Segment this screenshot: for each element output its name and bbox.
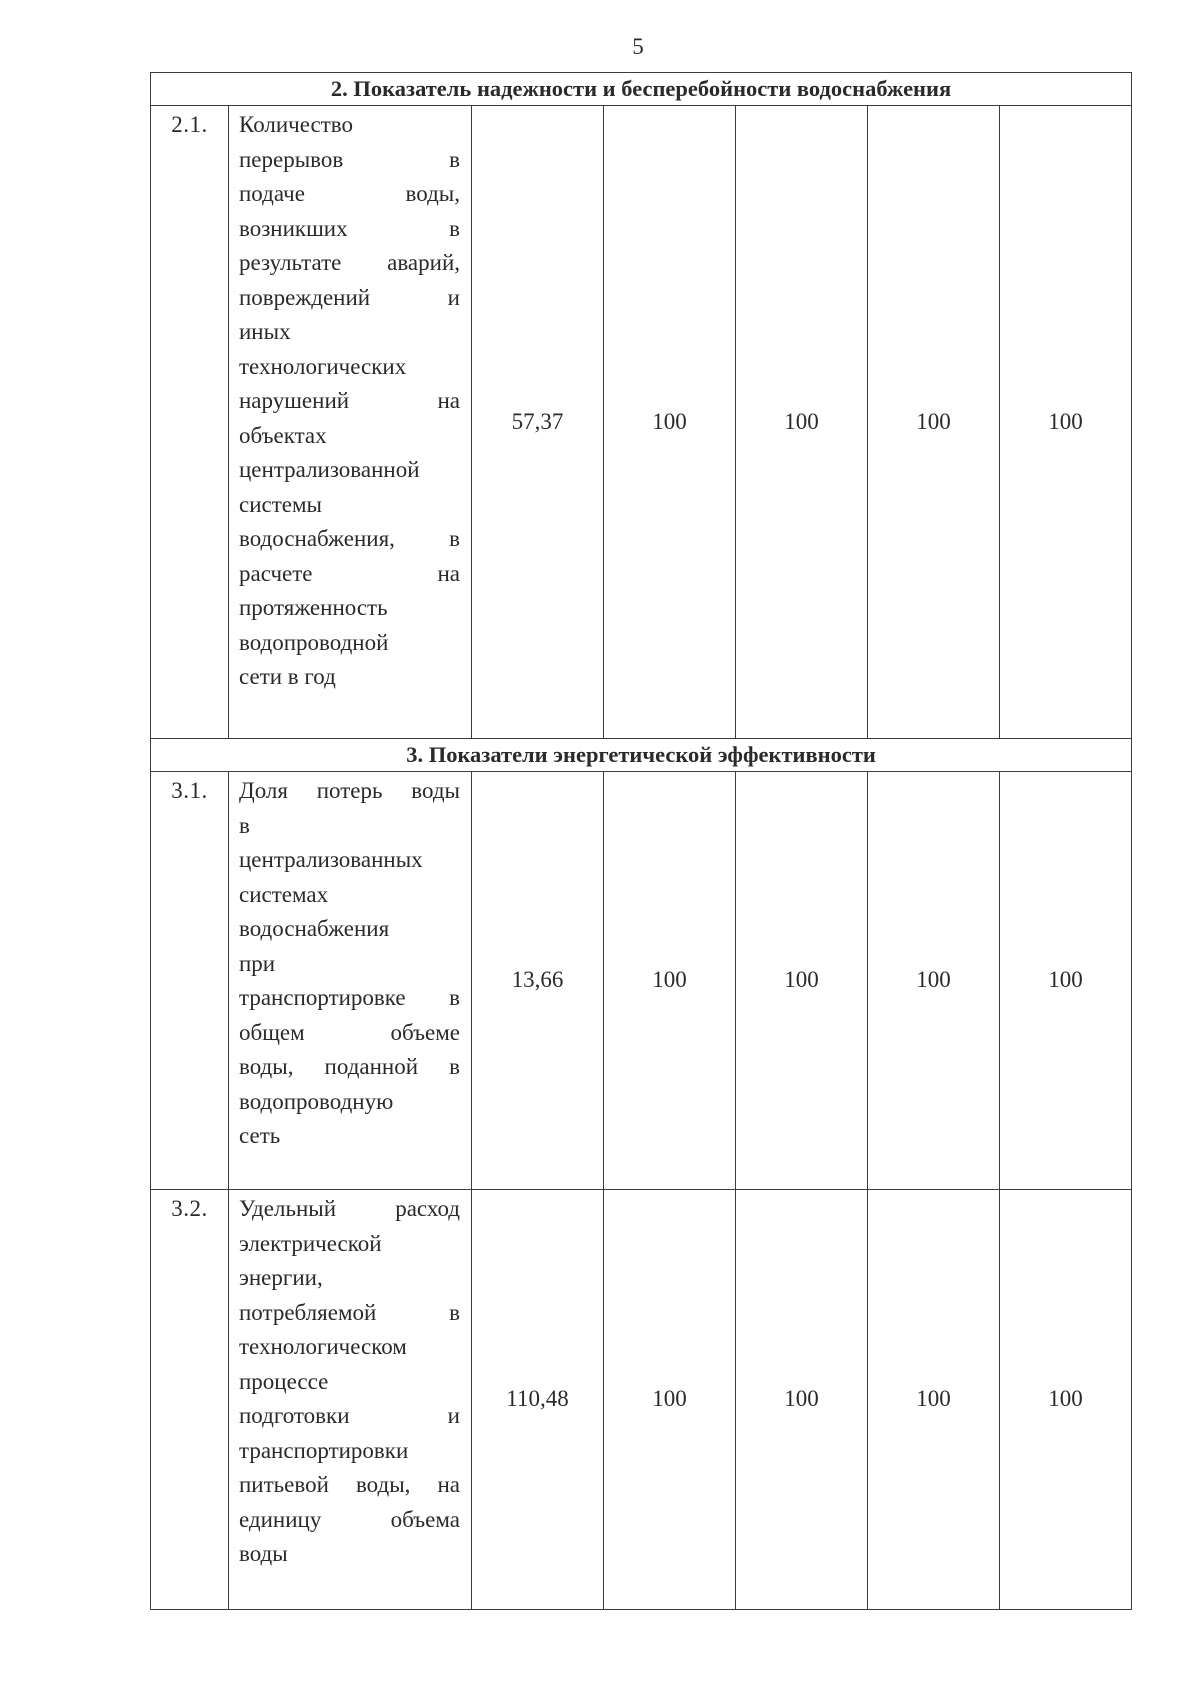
description-line: системы <box>239 491 322 517</box>
description-line: общем объеме <box>239 1019 460 1045</box>
row-number: 3.2. <box>151 1190 229 1610</box>
table-body <box>151 73 1132 1610</box>
section-heading-row <box>151 73 1132 106</box>
target-value-cell: 100 <box>868 772 1000 1190</box>
description-line: Количество <box>239 112 353 137</box>
description-line: транспортировки <box>239 1437 409 1463</box>
description-line: подготовки и <box>239 1403 460 1428</box>
target-value-cell: 100 <box>604 1190 736 1610</box>
description-line: протяженность <box>239 595 388 620</box>
description-line: результате аварий, <box>239 250 460 275</box>
description-line: объектах <box>239 422 327 448</box>
target-value-cell: 100 <box>1000 106 1132 739</box>
description-line: электрической <box>239 1230 382 1256</box>
description-line: системах <box>239 881 329 907</box>
indicator-description <box>229 1190 472 1610</box>
target-value-cell: 100 <box>736 772 868 1190</box>
description-line: водоснабжения <box>239 916 390 941</box>
description-line: водоснабжения, в <box>239 526 460 551</box>
description-line: Удельный расход <box>239 1196 460 1221</box>
description-line: водопроводную <box>239 1088 394 1114</box>
description-line: нарушений на <box>239 388 460 413</box>
description-line: технологических <box>239 353 407 379</box>
row-number: 2.1. <box>151 106 229 739</box>
indicator-description <box>229 772 472 1190</box>
table-row <box>151 772 1132 1190</box>
section-heading: 3. Показатели энергетической эффективности <box>151 739 1132 772</box>
description-line: энергии, <box>239 1265 323 1290</box>
description-line: возникших в <box>239 215 460 241</box>
description-line: Доля потерь воды <box>239 778 460 803</box>
indicator-description <box>229 106 472 739</box>
description-line: водопроводной <box>239 629 389 655</box>
description-line: централизованной <box>239 457 420 482</box>
target-value-cell: 100 <box>604 772 736 1190</box>
section-heading: 2. Показатель надежности и бесперебойности водоснабжения <box>151 73 1132 106</box>
description-line: иных <box>239 319 291 344</box>
target-value-cell: 100 <box>1000 1190 1132 1610</box>
table-row <box>151 1190 1132 1610</box>
target-value-cell: 100 <box>736 106 868 739</box>
description-line: централизованных <box>239 847 423 872</box>
description-line: при <box>239 950 276 976</box>
description-line: перерывов в <box>239 146 460 172</box>
indicators-table <box>150 72 1132 1610</box>
target-value-cell: 100 <box>1000 772 1132 1190</box>
current-value-cell: 110,48 <box>472 1190 604 1610</box>
description-line: сети в год <box>239 664 336 689</box>
current-value-cell: 57,37 <box>472 106 604 739</box>
table-row <box>151 106 1132 739</box>
page-number: 5 <box>632 34 644 59</box>
description-line: технологическом <box>239 1334 407 1359</box>
target-value-cell: 100 <box>868 106 1000 739</box>
description-line: потребляемой в <box>239 1299 460 1325</box>
target-value-cell: 100 <box>868 1190 1000 1610</box>
description-line: процессе <box>239 1368 329 1394</box>
target-value-cell: 100 <box>736 1190 868 1610</box>
current-value-cell: 13,66 <box>472 772 604 1190</box>
section-heading-row <box>151 739 1132 772</box>
description-line: единицу объема <box>239 1506 460 1532</box>
row-number: 3.1. <box>151 772 229 1190</box>
description-line: расчете на <box>239 560 460 586</box>
description-line: сеть <box>239 1123 281 1148</box>
description-line: воды <box>239 1541 288 1566</box>
description-line: воды, поданной в <box>239 1054 460 1079</box>
description-line: питьевой воды, на <box>239 1472 460 1497</box>
description-line: транспортировке в <box>239 985 460 1010</box>
description-line: подаче воды, <box>239 181 460 206</box>
target-value-cell: 100 <box>604 106 736 739</box>
description-line: повреждений и <box>239 284 460 310</box>
description-line: в <box>239 812 250 838</box>
